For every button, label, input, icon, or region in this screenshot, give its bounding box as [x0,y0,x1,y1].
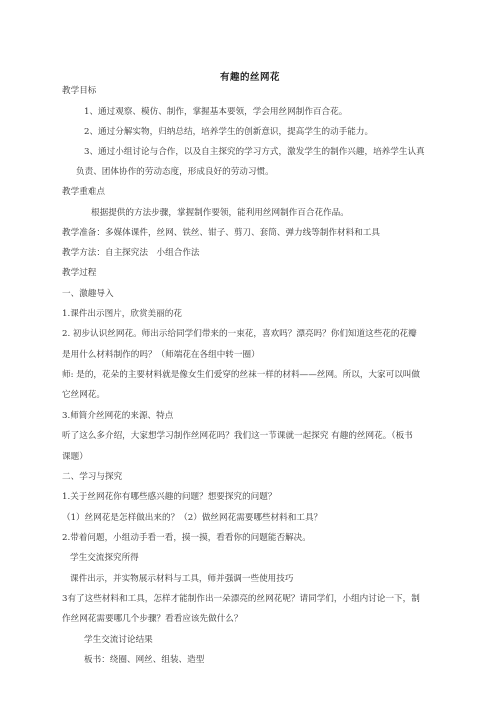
key-points-text: 根据提供的方法步骤，掌握制作要领，能利用丝网制作百合花作品。 [91,208,349,218]
teaching-preparation: 教学准备：多媒体课件，丝网、铁丝、钳子、剪刀、套筒、弹力线等制作材料和工具 [62,228,380,238]
goal-1: 1、通过观察、模仿、制作，掌握基本要领，学会用丝网制作百合花。 [84,107,348,117]
student-exchange: 学生交流探究所得 [70,553,139,563]
goal-3-cont: 负责、团体协作的劳动态度，形成良好的劳动习惯。 [76,167,274,177]
document-title: 有趣的丝网花 [219,72,280,83]
heading-teaching-process: 教学过程 [62,268,97,278]
goal-3: 3、通过小组讨论与合作，以及自主探究的学习方式，激发学生的制作兴趣，培养学生认真 [84,147,425,157]
step-1-2: 2. 初步认识丝网花。师出示给同学们带来的一束花，喜欢吗？漂亮吗？你们知道这些花的花瓣 [62,329,417,339]
teaching-method: 教学方法：自主探究法 小组合作法 [62,248,200,258]
step-2-3: 3有了这些材料和工具，怎样才能制作出一朵漂亮的丝网花呢？请同学们，小组内讨论一下，制 [62,594,420,604]
teacher-remark: 师: 是的，花朵的主要材料就是像女生们爱穿的丝袜一样的材料——丝网。所以，大家可以叫做 [62,370,420,380]
student-discussion-result: 学生交流讨论结果 [84,635,153,645]
step-1-1: 1.课件出示图片，欣赏美丽的花 [62,309,182,319]
step-1-3-text-cont: 课题） [62,452,88,462]
goal-2: 2、通过分解实物，归纳总结，培养学生的创新意识，提高学生的动手能力。 [84,127,374,137]
courseware-display: 课件出示，并实物展示材料与工具，师并强调一些使用技巧 [70,574,294,584]
step-1-3: 3.师简介丝网花的来源、特点 [62,411,174,421]
step-1-3-text: 听了这么多介绍，大家想学习制作丝网花吗？我们这一节课就一起探究 有趣的丝网花。（板书 [62,431,413,441]
step-1-2-cont: 是用什么材料制作的吗？（师端花在各组中转一圈） [62,350,260,360]
section-1-heading: 一、激趣导入 [62,289,114,299]
step-2-2: 2.带着问题，小组动手看一看，摸一摸，看看你的问题能否解决。 [62,533,311,543]
heading-teaching-goals: 教学目标 [62,86,97,96]
section-2-heading: 二、学习与探究 [62,472,123,482]
step-2-3-cont: 作丝网花需要哪几个步骤？看看应该先做什么？ [62,614,243,624]
step-2-1-questions: （1）丝网花是怎样做出来的？（2）做丝网花需要哪些材料和工具？ [62,513,323,523]
teacher-remark-cont: 它丝网花。 [62,390,105,400]
heading-key-points: 教学重难点 [62,187,105,197]
step-2-1: 1.关于丝网花你有哪些感兴趣的问题？想要探究的问题？ [62,492,277,502]
blackboard-steps: 板书：绕圈、网丝、组装、造型 [84,655,205,665]
